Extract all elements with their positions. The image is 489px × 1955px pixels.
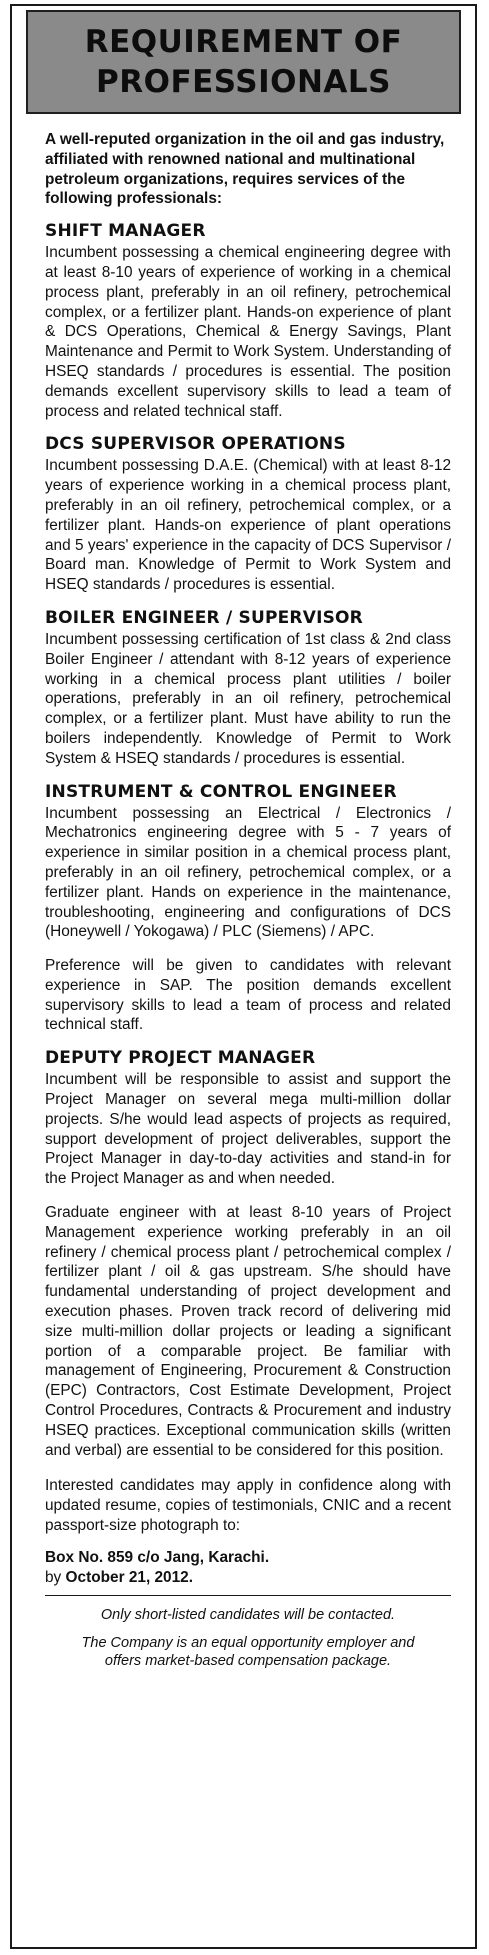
position-instrument-engineer bbox=[45, 782, 451, 1036]
ad-body bbox=[12, 114, 475, 1670]
footer-notes bbox=[45, 1606, 451, 1670]
position-description: Incumbent possessing an Electrical / Electronics / Mechatronics engineering degree with 5 - 7 years of experience in similar position in a chemical process plant, preferably in an oil refinery, petrochemical complex, or a fertilizer plant. Hands on experience in the maintenance, troubleshooting, engineering and configurations of DCS (Honeywell / Yokogawa) / PLC (Siemens) / APC. bbox=[45, 804, 451, 941]
position-title: DEPUTY PROJECT MANAGER bbox=[45, 1048, 316, 1069]
position-preference: Preference will be given to candidates with relevant experience in SAP. The position demands excellent supervisory skills to lead a team of process and related technical staff. bbox=[45, 957, 451, 1034]
position-description: Incumbent possessing certification of 1st class & 2nd class Boiler Engineer / attendant with 8-12 years of experience working in a chemical process plant utilities / boiler operations, preferably in an oil refinery, petrochemical complex, or a fertilizer plant. Must have ability to run the boilers independently. Knowledge of Permit to Work System & HSEQ standards / procedures is essential. bbox=[45, 630, 451, 767]
headline-line-1: REQUIREMENT OF bbox=[84, 24, 403, 60]
position-description: Incumbent possessing a chemical engineering degree with at least 8-10 years of experience of working in a chemical process plant, preferably in an oil refinery, petrochemical complex, or a fertilizer plant. Hands-on experience of plant & DCS Operations, Chemical & Energy Savings, Plant Maintenance and Permit to Work System. Understanding of HSEQ standards / procedures is essential. The position demands excellent supervisory skills to lead a team of process and related technical staff. bbox=[45, 244, 451, 420]
position-dcs-supervisor bbox=[45, 434, 451, 595]
footer-divider bbox=[45, 1595, 451, 1596]
position-description: Incumbent will be responsible to assist and support the Project Manager on several mega multi-million dollar projects. S/he would lead aspects of projects as required, support development of project deliverables, support the Project Manager in day-to-day activities and stand-in for the Project Manager as and when needed. bbox=[45, 1071, 451, 1188]
header-banner bbox=[26, 10, 461, 114]
job-advertisement bbox=[10, 4, 477, 1949]
position-title: BOILER ENGINEER / SUPERVISOR bbox=[45, 607, 363, 628]
headline-line-2: PROFESSIONALS bbox=[96, 64, 391, 100]
box-number: Box No. 859 c/o Jang, Karachi. bbox=[45, 1548, 270, 1566]
position-boiler-engineer bbox=[45, 608, 451, 769]
position-title: DCS SUPERVISOR OPERATIONS bbox=[45, 434, 346, 455]
position-description: Incumbent possessing D.A.E. (Chemical) with at least 8-12 years of experience working in a chemical process plant, preferably in an oil refinery, petrochemical complex, or a fertilizer plant. Hands-on experience of plant operations and 5 years' experience in the capacity of DCS Supervisor / Board man. Knowledge of Permit to Work System and HSEQ standards / procedures is essential. bbox=[45, 457, 451, 594]
position-deputy-project-manager bbox=[45, 1048, 451, 1460]
position-shift-manager bbox=[45, 221, 451, 421]
position-requirements: Graduate engineer with at least 8-10 years of Project Management experience working preferably in an oil refinery / chemical process plant / petrochemical complex / fertilizer plant / oil & gas upstream. S/he should have fundamental understanding of project development and execution phases. Proven track record of delivering mid size multi-million dollar projects or leading a significant portion of a comparable project. Be familiar with management of Engineering, Procurement & Construction (EPC) Contractors, Cost Estimate Development, Project Control Procedures, Contracts & Procurement and industry HSEQ practices. Exceptional communication skills (written and verbal) are essential to be considered for this position. bbox=[45, 1204, 451, 1459]
shortlist-note: Only short-listed candidates will be contacted. bbox=[100, 1607, 396, 1624]
deadline-date: October 21, 2012. bbox=[65, 1568, 194, 1586]
position-title: SHIFT MANAGER bbox=[45, 221, 206, 242]
apply-instructions: Interested candidates may apply in confidence along with updated resume, copies of testimonials, CNIC and a recent passport-size photograph to: bbox=[45, 1477, 451, 1535]
intro-text: A well-reputed organization in the oil and gas industry, affiliated with renowned national and multinational petroleum organizations, requires services of the following professionals: bbox=[45, 131, 445, 208]
position-title: INSTRUMENT & CONTROL ENGINEER bbox=[45, 781, 397, 802]
deadline-line bbox=[45, 1568, 451, 1588]
deadline-prefix: by bbox=[45, 1568, 62, 1586]
equal-opportunity-note: The Company is an equal opportunity employer and offers market-based compensation package. bbox=[81, 1635, 415, 1670]
